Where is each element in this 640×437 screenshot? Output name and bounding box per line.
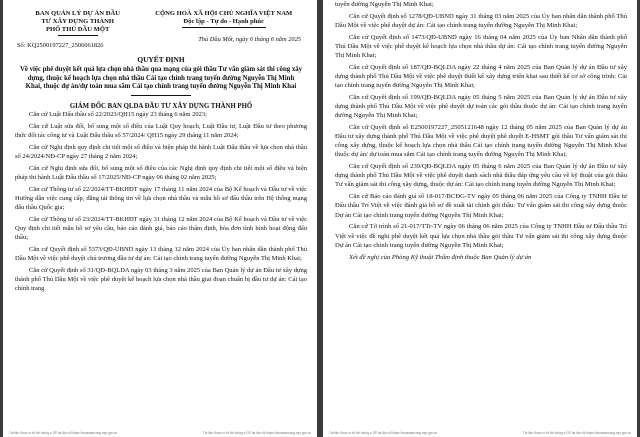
legal-basis-paragraph: Căn cứ Nghị định quy định chi tiết một số điều và biện pháp thi hành Luật Đấu thầu về lựa chọn nhà thầu số 24/2024/NĐ-CP ngày 27 tháng 2 năm 2024; (15, 143, 307, 160)
legal-basis-paragraph: Căn cứ Luật Đấu thầu số 22/2023/QH15 ngày 23 tháng 6 năm 2023; (29, 110, 207, 118)
legal-basis-list (15, 111, 307, 294)
document-type-title: QUYẾT ĐỊNH (137, 55, 185, 64)
org-underline (58, 35, 98, 36)
org-name-line-1: BAN QUẢN LÝ DỰ ÁN ĐẦU (35, 10, 120, 17)
motto-underline (182, 27, 266, 28)
legal-basis-paragraph: Căn cứ Quyết định số 199/QĐ-BQLDA ngày 05 tháng 5 năm 2025 của Ban Quản lý dự án Đầu tư xây dựng thành phố Thủ Dầu Một về việc phê duyệt dự toán các gói thầu thuộc dự án: Cải tạo chỉnh trang tuyến đường Nguyễn Thị Minh Khai; (335, 94, 627, 120)
nation-title: CỘNG HOÀ XÃ HỘI CHỦ NGHĨA VIỆT NAM (155, 10, 293, 17)
subject-underline (131, 95, 191, 96)
document-number: Số: KQ2500197227_2506061826 (17, 42, 104, 49)
issuing-organization (15, 10, 140, 49)
footer-left-text: Tài liệu được in từ Hệ thống e-GP tại địa chỉ https://muasamcong.mpi.gov.vn (329, 431, 438, 435)
footer-right-text: Tài liệu được in từ Hệ thống e-GP tại địa chỉ https://muasamcong.mpi.gov.vn (522, 431, 631, 435)
national-motto: Độc lập - Tự do - Hạnh phúc (183, 18, 265, 25)
continuation-text: tuyến đường Nguyễn Thị Minh Khai; (335, 1, 434, 8)
document-subject: Về việc phê duyệt kết quả lựa chọn nhà thầu qua mạng của gói thầu Tư vấn giám sát thi công xây dựng, thuộc kế hoạch lựa chọn nhà thầu Cải tạo chỉnh trang tuyến đường Nguyễn Thị Minh Khai, thuộc dự án/dự toán mua sắm Cải tạo chỉnh trang tuyến đường Nguyễn Thị Minh Khai (19, 66, 303, 91)
footer-left-text: Tài liệu được in từ Hệ thống e-GP tại địa chỉ https://muasamcong.mpi.gov.vn (9, 431, 118, 435)
legal-basis-paragraph: Căn cứ Quyết định số 239/QĐ-BQLDA ngày 05 tháng 6 năm 2025 của Ban Quản lý dự án Đầu tư xây dựng thành phố Thủ Dầu Một về việc phê duyệt danh sách nhà thầu đáp ứng yêu cầu về kỹ thuật của gói thầu Tư vấn giám sát thi công xây dựng, thuộc dự án: Cải tạo chỉnh trang tuyến đường Nguyễn Thị Minh Khai; (335, 163, 627, 189)
proposal-paragraph (335, 253, 627, 262)
page-footer (9, 431, 311, 435)
legal-basis-list (335, 12, 627, 262)
document-page-2 (323, 0, 637, 437)
proposal-text: Xét đề nghị của Phòng Kỹ thuật Thẩm định thuộc Ban Quản lý dự án (349, 253, 532, 261)
document-header (15, 10, 307, 49)
org-name-line-3: PHỐ THỦ DẦU MỘT (45, 26, 110, 33)
page-footer (329, 431, 631, 435)
issuer-title: GIÁM ĐỐC BAN QLDA ĐẦU TƯ XÂY DỰNG THÀNH PHỐ (69, 102, 253, 110)
org-name-line-2: TƯ XÂY DỰNG THÀNH (41, 18, 114, 25)
footer-right-text: Tài liệu được in từ Hệ thống e-GP tại địa chỉ https://muasamcong.mpi.gov.vn (202, 431, 311, 435)
place-and-date: Thủ Dầu Một, ngày 6 tháng 6 năm 2025 (198, 36, 301, 43)
legal-basis-paragraph: Căn cứ Báo cáo đánh giá số 18-017/BCĐG-TV ngày 05 tháng 06 năm 2025 của Công ty TNHH Đầu tư Đấu thầu Trí Việt về việc đánh giá hồ sơ đề xuất tài chính gói thầu: Tư vấn giám sát thi công xây dựng thuộc Dự án Cải tạo chỉnh trang tuyến đường Nguyễn Thị Minh Khai; (335, 193, 627, 219)
legal-basis-paragraph: Căn cứ Thông tư số 23/2024/TT-BKHĐT ngày 31 tháng 12 năm 2024 của Bộ Kế hoạch và Đầu tư về việc Quy định chi tiết mẫu hồ sơ yêu cầu, báo cáo đánh giá, báo cáo thẩm định, hóa đơn tình hình hoạt động đấu thầu; (15, 215, 307, 241)
legal-basis-paragraph: Căn cứ Quyết định số 1278/QĐ-UBND ngày 31 tháng 03 năm 2025 của Ủy ban nhân dân thành phố Thủ Dầu Một về việc phê duyệt dự án: Cải tạo chỉnh trang tuyến đường Nguyễn Thị Minh Khai; (335, 12, 627, 29)
legal-basis-paragraph: Căn cứ Tờ trình số 21-017/TTr-TV ngày 06 tháng 06 năm 2025 của Công ty TNHH Đầu tư Đấu thầu Trí Việt về việc đề nghị phê duyệt kết quả lựa chọn nhà thầu gói thầu Tư vấn giám sát thi công xây dựng thuộc Dự án Cải tạo chỉnh trang tuyến đường Nguyễn Thị Minh Khai; (335, 223, 627, 249)
legal-basis-paragraph: Căn cứ Quyết định số E2500197227_2505121648 ngày 12 tháng 05 năm 2025 của Ban Quản lý dự án Đầu tư xây dựng thành phố Thủ Dầu Một về việc phê duyệt phê duyệt E-HSMT gói thầu Tư vấn giám sát thi công xây dựng, thuộc kế hoạch lựa chọn nhà thầu Cải tạo chỉnh trang tuyến đường Nguyễn Thị Minh Khai thuộc dự án/ dự toán mua sắm Cải tạo chỉnh trang tuyến đường Nguyễn Thị Minh Khai; (335, 124, 627, 159)
legal-basis-paragraph: Căn cứ Quyết định số 187/QĐ-BQLDA ngày 22 tháng 4 năm 2025 của Ban Quản lý dự án Đầu tư xây dựng thành phố Thủ Dầu Một về việc phê duyệt thiết kế xây dựng triển khai sau thiết kế cơ sở công trình: Cải tạo chỉnh trang tuyến đường Nguyễn Thị Minh Khai; (335, 63, 627, 90)
national-heading (140, 10, 307, 49)
legal-basis-paragraph: Căn cứ Thông tư số 22/2024/TT-BKHĐT ngày 17 tháng 11 năm 2024 của Bộ Kế hoạch và Đầu tư về việc Hướng dẫn việc cung cấp, đăng tải thông tin về lựa chọn nhà thầu và mẫu hồ sơ đấu thầu trên Hệ thống mạng đấu thầu Quốc gia; (15, 185, 307, 211)
document-page-1 (3, 0, 317, 437)
legal-basis-paragraph: Căn cứ Quyết định số 31/QĐ-BQLDA ngày 03 tháng 3 năm 2025 của Ban Quản lý dự án Đầu tư xây dựng thành phố Thủ Dầu Một về việc phê duyệt kế hoạch lựa chọn nhà thầu giai đoạn chuẩn bị đầu tư dự án: Cải tạo chỉnh trang (15, 266, 307, 292)
legal-basis-paragraph: Căn cứ Nghị định sửa đổi, bổ sung một số điều của các Nghị định quy định chi tiết một số điều và biện pháp thi hành Luật Đấu thầu số 17/2025/NĐ-CP ngày 06 tháng 02 năm 2025; (15, 164, 307, 181)
legal-basis-paragraph: Căn cứ Quyết định số 1473/QĐ-UBND ngày 16 tháng 04 năm 2025 của Ủy ban Nhân dân thành phố Thủ Dầu Một về việc phê duyệt kế hoạch lựa chọn nhà thầu dự án: Cải tạo chỉnh trang tuyến đường Nguyễn Thị Minh Khai; (335, 33, 627, 60)
legal-basis-paragraph: Căn cứ Luật sửa đổi, bổ sung một số điều của Luật Quy hoạch, Luật Đầu tư, Luật Đầu tư theo phương thức đối tác công tư và Luật Đấu thầu số 57/2024/ QH15 ngày 29 tháng 11 năm 2024; (15, 122, 307, 139)
legal-basis-paragraph: Căn cứ Quyết định số 5373/QĐ-UBND ngày 13 tháng 12 năm 2024 của Ủy ban nhân dân thành phố Thủ Dầu Một về việc phê duyệt chủ trương đầu tư dự án: Cải tạo chỉnh trang tuyến đường Nguyễn Thị Minh Khai; (15, 245, 307, 262)
